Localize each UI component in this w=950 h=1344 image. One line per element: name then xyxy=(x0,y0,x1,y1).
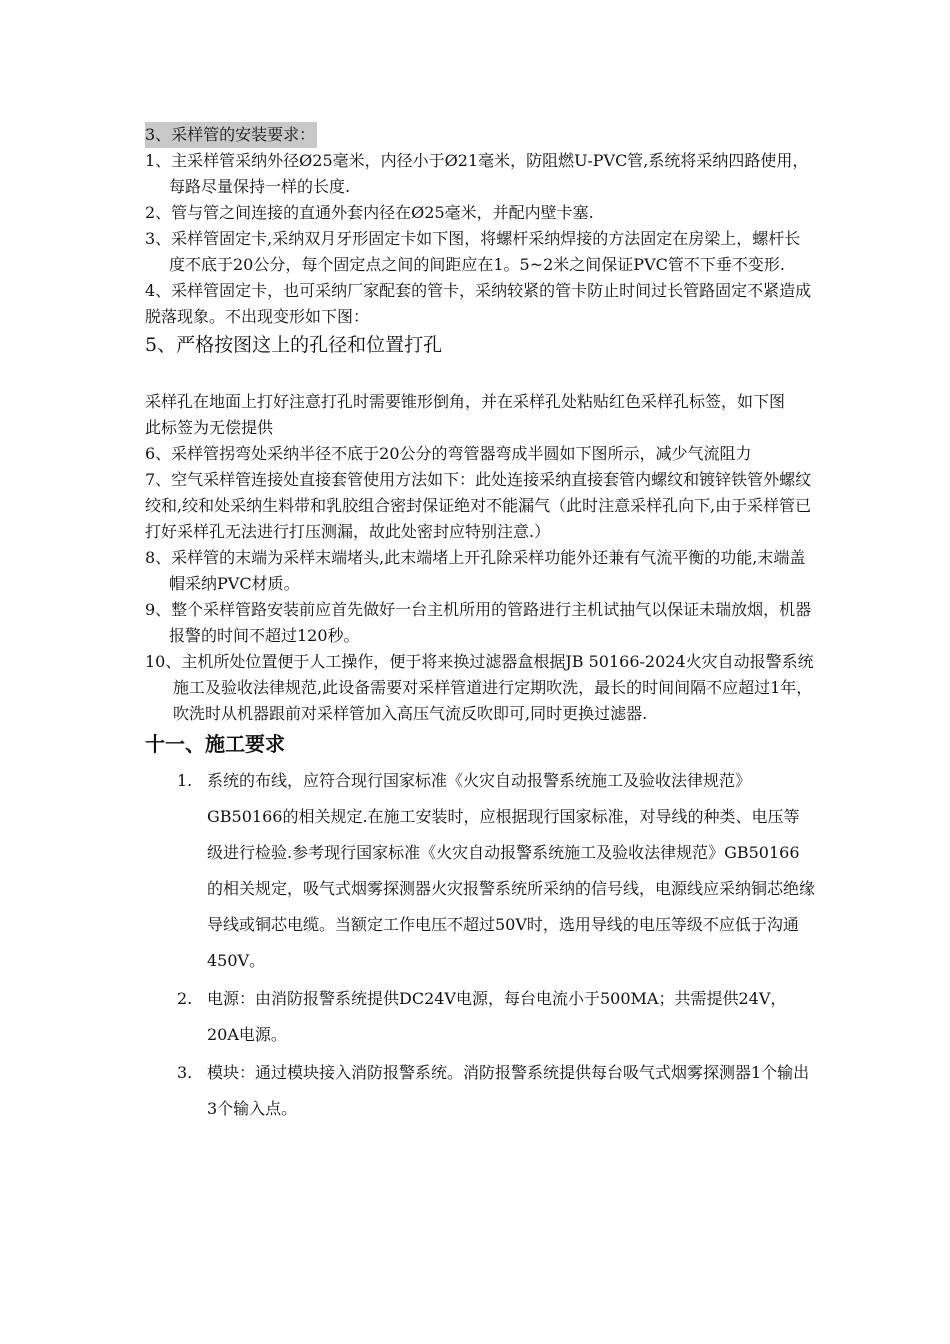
list-item xyxy=(145,1055,815,1127)
paragraph-6: 6、采样管拐弯处采纳半径不底于20公分的弯管器弯成半圆如下图所示，减少气流阻力 xyxy=(145,444,752,463)
paragraph-2: 2、管与管之间连接的直通外套内径在Ø25毫米，并配内壁卡塞. xyxy=(145,203,594,222)
list-text: 模块：通过模块接入消防报警系统。消防报警系统提供每台吸气式烟雾探测器1个输出3个输入点。 xyxy=(207,1063,810,1118)
paragraph-10: 10、主机所处位置便于人工操作，便于将来换过滤器盒根据JB 50166-2024火灾自动报警系统施工及验收法律规范,此设备需要对采样管道进行定期吹洗，最长的时间间隔不应超过1年，吹洗时从机器跟前对采样管加入高压气流反吹即可,同时更换过滤器. xyxy=(145,652,814,723)
list-number: 3. xyxy=(177,1063,193,1082)
list-number: 2. xyxy=(177,989,193,1008)
requirements-list xyxy=(145,763,815,1127)
paragraph-7: 7、空气采样管连接处直接套管使用方法如下：此处连接采纳直接套管内螺纹和镀锌铁管外螺纹绞和,绞和处采纳生料带和乳胶组合密封保证绝对不能漏气（此时注意采样孔向下,由于采样管已打好采样孔无法进行打压测漏，故此处密封应特别注意.） xyxy=(145,470,812,541)
section-11-title: 十一、施工要求 xyxy=(145,732,285,756)
paragraph-5b: 此标签为无偿提供 xyxy=(145,418,274,437)
list-item xyxy=(145,763,815,979)
paragraph-1: 1、主采样管采纳外径Ø25毫米，内径小于Ø21毫米，防阻燃U-PVC管,系统将采纳四路使用，每路尽量保持一样的长度. xyxy=(145,151,809,196)
highlighted-heading: 3、采样管的安装要求： xyxy=(145,122,317,148)
list-item xyxy=(145,981,815,1053)
paragraph-8: 8、采样管的末端为采样末端堵头,此末端堵上开孔除采样功能外还兼有气流平衡的功能,末端盖帽采纳PVC材质。 xyxy=(145,548,806,593)
document-body xyxy=(145,122,815,1129)
list-number: 1. xyxy=(177,771,193,790)
paragraph-5a: 采样孔在地面上打好注意打孔时需要锥形倒角，并在采样孔处粘贴红色采样孔标签，如下图 xyxy=(145,392,786,411)
paragraph-9: 9、整个采样管路安装前应首先做好一台主机所用的管路进行主机试抽气以保证未瑞放烟，机器报警的时间不超过120秒。 xyxy=(145,600,812,645)
spacer xyxy=(145,359,815,389)
paragraph-3: 3、采样管固定卡,采纳双月牙形固定卡如下图，将螺杆采纳焊接的方法固定在房梁上，螺杆长度不底于20公分，每个固定点之间的间距应在1。5~2米之间保证PVC管不下垂不变形. xyxy=(145,229,801,274)
paragraph-4: 4、采样管固定卡，也可采纳厂家配套的管卡，采纳较紧的管卡防止时间过长管路固定不紧造成脱落现象。不出现变形如下图： xyxy=(145,281,812,326)
list-text: 电源：由消防报警系统提供DC24V电源，每台电流小于500MA；共需提供24V，20A电源。 xyxy=(207,989,787,1044)
section-3-heading xyxy=(145,122,815,148)
paragraph-5: 5、严格按图这上的孔径和位置打孔 xyxy=(145,334,443,356)
list-text: 系统的布线，应符合现行国家标准《火灾自动报警系统施工及验收法律规范》GB50166的相关规定.在施工安装时，应根据现行国家标准，对导线的种类、电压等级进行检验.参考现行国家标准《火灾自动报警系统施工及验收法律规范》GB50166的相关规定，吸气式烟雾探测器火灾报警系统所采纳的信号线，电源线应采纳铜芯绝缘导线或铜芯电缆。当额定工作电压不超过50V时，选用导线的电压等级不应低于沟通450V。 xyxy=(207,771,816,970)
